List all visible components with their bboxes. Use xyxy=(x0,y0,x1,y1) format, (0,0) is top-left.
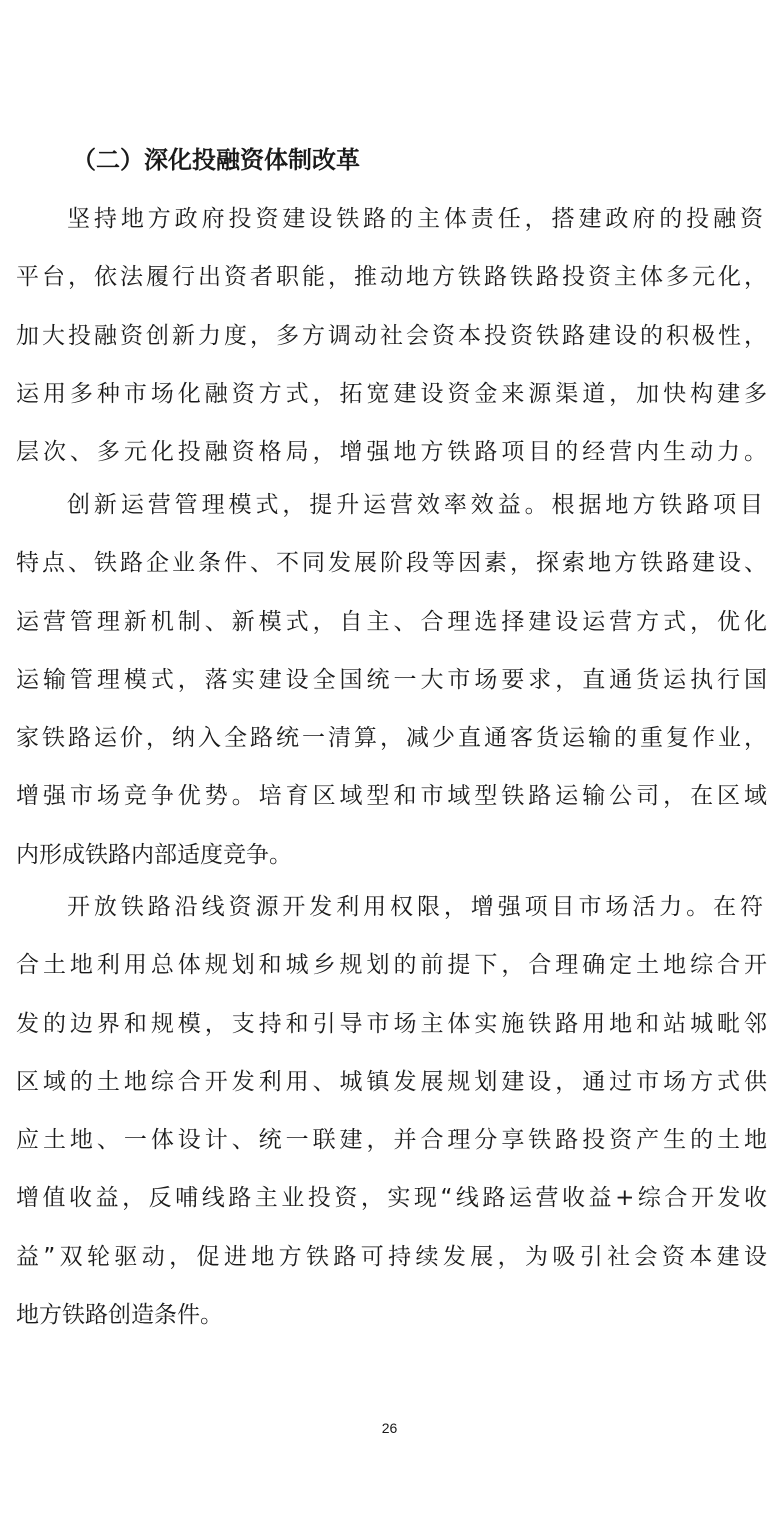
paragraph-line: 应土地、一体设计、统一联建，并合理分享铁路投资产生的土地 xyxy=(16,1127,767,1154)
paragraph-land-development xyxy=(0,878,779,1344)
paragraph-line: 层次、多元化投融资格局，增强地方铁路项目的经营内生动力。 xyxy=(16,439,767,466)
paragraph-line: 特点、铁路企业条件、不同发展阶段等因素，探索地方铁路建设、 xyxy=(16,550,767,577)
paragraph-line: 创新运营管理模式，提升运营效率效益。根据地方铁路项目 xyxy=(67,492,763,518)
paragraph-line: 发的边界和规模，支持和引导市场主体实施铁路用地和站城毗邻 xyxy=(16,1010,767,1037)
paragraph-line: 家铁路运价，纳入全路统一清算，减少直通客货运输的重复作业， xyxy=(16,725,767,752)
paragraph-line: 增强市场竞争优势。培育区域型和市域型铁路运输公司，在区域 xyxy=(16,783,767,810)
paragraph-line: 开放铁路沿线资源开发利用权限，增强项目市场活力。在符 xyxy=(67,894,763,920)
paragraph-line: 运营管理新机制、新模式，自主、合理选择建设运营方式，优化 xyxy=(16,608,767,635)
page-number: 26 xyxy=(381,1420,398,1436)
paragraph-line: 地方铁路创造条件。 xyxy=(16,1302,223,1329)
paragraph-line: 运用多种市场化融资方式，拓宽建设资金来源渠道，加快构建多 xyxy=(16,380,767,407)
paragraph-investment xyxy=(0,190,779,481)
paragraph-operations xyxy=(0,476,779,884)
paragraph-line: 平台，依法履行出资者职能，推动地方铁路铁路投资主体多元化， xyxy=(16,264,767,291)
paragraph-line: 运输管理模式，落实建设全国统一大市场要求，直通货运执行国 xyxy=(16,666,767,693)
paragraph-line: 益”双轮驱动，促进地方铁路可持续发展，为吸引社会资本建设 xyxy=(16,1243,767,1270)
paragraph-line: 合土地利用总体规划和城乡规划的前提下，合理确定土地综合开 xyxy=(16,952,767,979)
paragraph-line: 坚持地方政府投资建设铁路的主体责任，搭建政府的投融资 xyxy=(67,206,763,232)
paragraph-line: 增值收益，反哺线路主业投资，实现“线路运营收益+综合开发收 xyxy=(16,1185,767,1212)
section-heading: （二）深化投融资体制改革 xyxy=(72,146,360,174)
paragraph-line: 区域的土地综合开发利用、城镇发展规划建设，通过市场方式供 xyxy=(16,1068,767,1095)
paragraph-line: 加大投融资创新力度，多方调动社会资本投资铁路建设的积极性， xyxy=(16,322,767,349)
paragraph-line: 内形成铁路内部适度竞争。 xyxy=(16,841,292,868)
